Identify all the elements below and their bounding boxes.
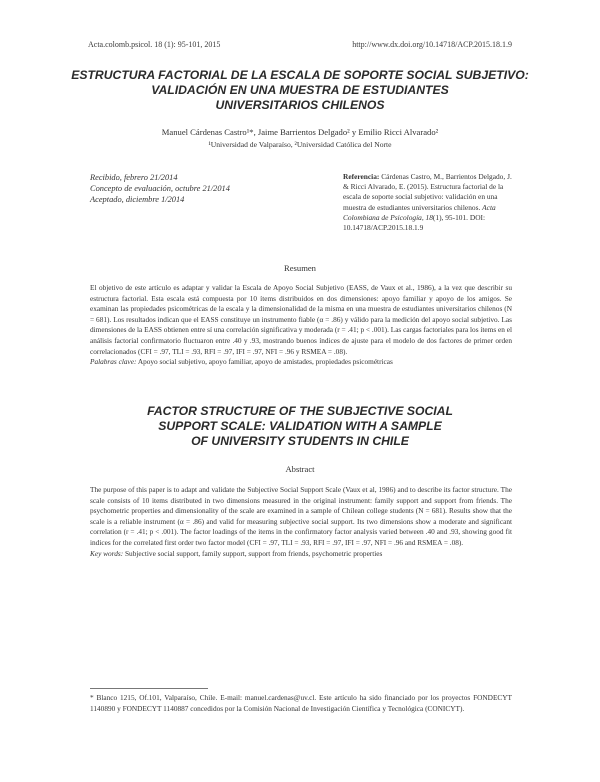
english-title-line: OF UNIVERSITY STUDENTS IN CHILE — [191, 434, 409, 448]
footnote-divider — [90, 688, 208, 689]
english-title — [60, 404, 540, 449]
english-title-line: SUPPORT SCALE: VALIDATION WITH A SAMPLE — [158, 419, 442, 433]
evaluation-date: Concepto de evaluación, octubre 21/2014 — [90, 184, 230, 193]
keywords-en: Subjective social support, family support, support from friends, psychometric properties — [125, 548, 383, 558]
abstract-heading: Abstract — [285, 464, 315, 474]
abstract-section — [90, 485, 512, 559]
resumen-heading: Resumen — [284, 263, 316, 273]
keywords-es: Apoyo social subjetivo, apoyo familiar, apoyo de amistades, propiedades psicométricas — [137, 357, 393, 367]
reference-text: Cárdenas Castro, M., Barrientos Delgado, J. & Ricci Alvarado, E. (2015). Estructura factorial de la escala de soporte social subjetivo: validación en una muestra de estudiantes universitarios chilenos. — [343, 172, 512, 212]
spanish-title — [60, 68, 540, 113]
reference-pages: (1), 95-101. DOI: 10.14718/ACP.2015.18.1.9 — [343, 212, 486, 233]
doi-link[interactable]: http://www.dx.doi.org/10.14718/ACP.2015.18.1.9 — [352, 40, 512, 49]
resumen-section — [90, 283, 512, 368]
reference-journal: Acta Colombiana de Psicología, 18 — [343, 202, 496, 222]
resumen-text: El objetivo de este artículo es adaptar y validar la Escala de Apoyo Social Subjetivo (EASS, de Vaux et al., 1986), a la vez que describir su estructura factorial. Esta escala está compuesta por 10 ítems distribuidos en dos dimensiones: apoyo familiar y apoyo de los amigos. Se examinan las propiedades psicométricas de la escala y la dimensionalidad de la misma en una muestra de estudiantes universitarios chilenos (N = 681). Los resultados indican que el EASS constituye un instrumento fiable (α = .86) y válido para la medición del apoyo social subjetivo. Las dimensiones de la EASS obtienen entre sí una correlación significativa y moderada (r = .41; p < .001). Las cargas factoriales para los ítems en el análisis factorial confirmatorio fluctuaron entre .40 y .93, mostrando buenos índices de ajuste para el modelo de dos factores de primer orden correlacionados (CFI = .97, TLI = .93, RFI = .97, IFI = .97, NFI = .96 y RSMEA = .08). — [90, 283, 512, 356]
spanish-title-line: UNIVERSITARIOS CHILENOS — [215, 98, 385, 112]
affiliations: ¹Universidad de Valparaíso, ²Universidad Católica del Norte — [208, 140, 392, 149]
author-list: Manuel Cárdenas Castro¹*, Jaime Barrientos Delgado² y Emilio Ricci Alvarado² — [161, 127, 439, 137]
keywords-label-en: Key words: — [90, 548, 124, 558]
journal-citation: Acta.colomb.psicol. 18 (1): 95-101, 2015 — [88, 40, 221, 49]
footnote: * Blanco 1215, Of.101, Valparaíso, Chile. E-mail: manuel.cardenas@uv.cl. Este artículo ha sido financiado por los proyectos FONDECYT 1140890 y FONDECYT 1140887 concedidos por la Comisión Nacional de Investigación Científica y Tecnológica (CONICYT). — [90, 693, 512, 713]
english-title-line: FACTOR STRUCTURE OF THE SUBJECTIVE SOCIAL — [147, 404, 453, 418]
spanish-title-line: ESTRUCTURA FACTORIAL DE LA ESCALA DE SOPORTE SOCIAL SUBJETIVO: — [71, 68, 529, 82]
spanish-title-line: VALIDACIÓN EN UNA MUESTRA DE ESTUDIANTES — [151, 83, 449, 97]
abstract-text: The purpose of this paper is to adapt and validate the Subjective Social Support Scale (Vaux et al, 1986) and to describe its factor structure. The scale consists of 10 items distributed in two dimensions measured in the original instrument: family support and support from friends. The psychometric properties and dimensionality of the scale are examined in a sample of Chilean college students (N = 681). Results show that the scale is a reliable instrument (α = .86) and valid for measuring subjective social support. Its two dimensions show a moderate and significant correlation (r = .41; p < .001). The factor loadings of the items in the confirmatory factor analysis varied between .40 and .93, showing good fit indices for the correlated first order two factor model (CFI = .97, TLI = .93, RFI = .97, IFI = .97, NFI = .96 and RSMEA = .08). — [90, 485, 512, 547]
reference-label: Referencia: — [343, 172, 380, 181]
accepted-date: Aceptado, diciembre 1/2014 — [90, 195, 185, 204]
submission-dates — [90, 172, 300, 205]
keywords-label-es: Palabras clave: — [90, 357, 137, 367]
citation-reference — [343, 172, 515, 233]
received-date: Recibido, febrero 21/2014 — [90, 173, 178, 182]
